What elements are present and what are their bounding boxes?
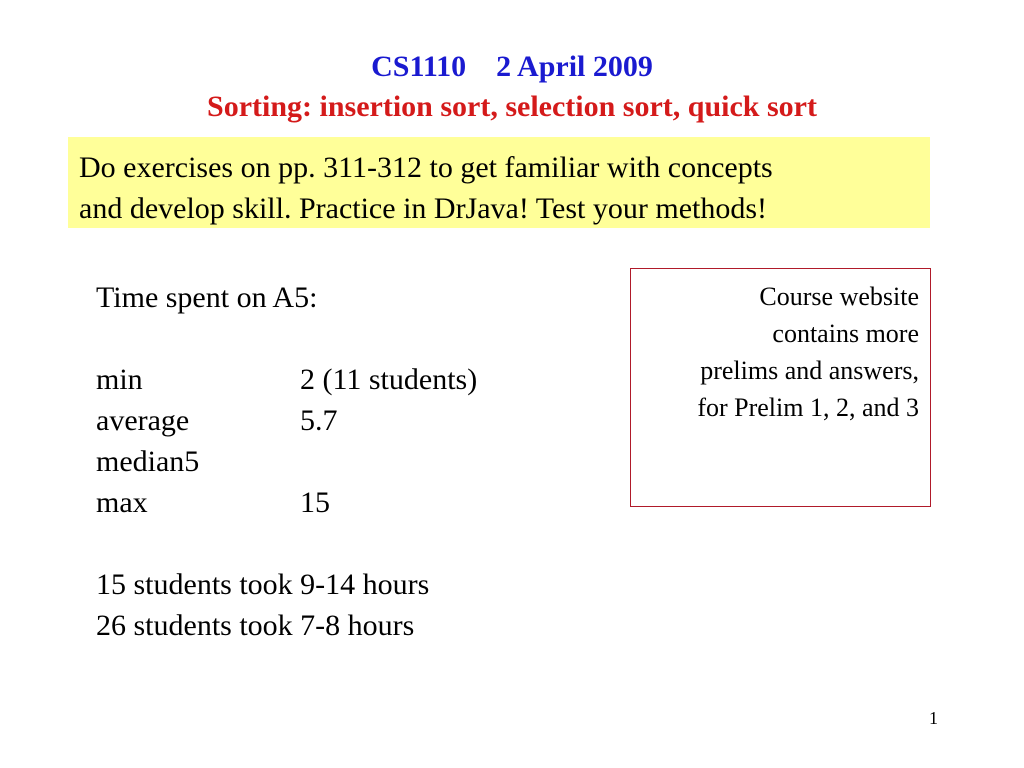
slide-title: CS1110 2 April 2009 [371, 50, 653, 83]
note-line-2: and develop skill. Practice in DrJava! Test your methods! [79, 192, 768, 225]
stats-label: min [96, 363, 143, 396]
stats-label: average [96, 404, 190, 437]
stats-row-min [96, 359, 478, 400]
slide-subtitle: Sorting: insertion sort, selection sort, quick sort [207, 90, 817, 123]
a5-time-stats [96, 277, 478, 646]
stats-row-max [96, 482, 429, 523]
side-line-3: prelims and answers, [700, 356, 919, 385]
side-line-4: for Prelim 1, 2, and 3 [697, 393, 919, 422]
stats-value: 5.7 [300, 404, 338, 437]
course-website-note [630, 268, 931, 507]
summary-line-2: 26 students took 7-8 hours [96, 609, 415, 642]
stats-row-median [96, 441, 429, 482]
stats-label: median5 [96, 445, 200, 478]
stats-value: 15 [300, 486, 330, 519]
stats-heading: Time spent on A5: [96, 281, 318, 314]
stats-value: 2 (11 students) [300, 363, 478, 396]
side-line-2: contains more [772, 319, 919, 348]
stats-row-average [96, 400, 429, 441]
stats-label: max [96, 486, 148, 519]
page-number: 1 [929, 708, 938, 728]
exercise-note-box [68, 137, 930, 228]
spacer [96, 523, 429, 564]
note-line-1: Do exercises on pp. 311-312 to get familiar with concepts [79, 151, 773, 184]
summary-line-1: 15 students took 9-14 hours [96, 568, 430, 601]
spacer [96, 318, 429, 359]
side-line-1: Course website [759, 282, 919, 311]
